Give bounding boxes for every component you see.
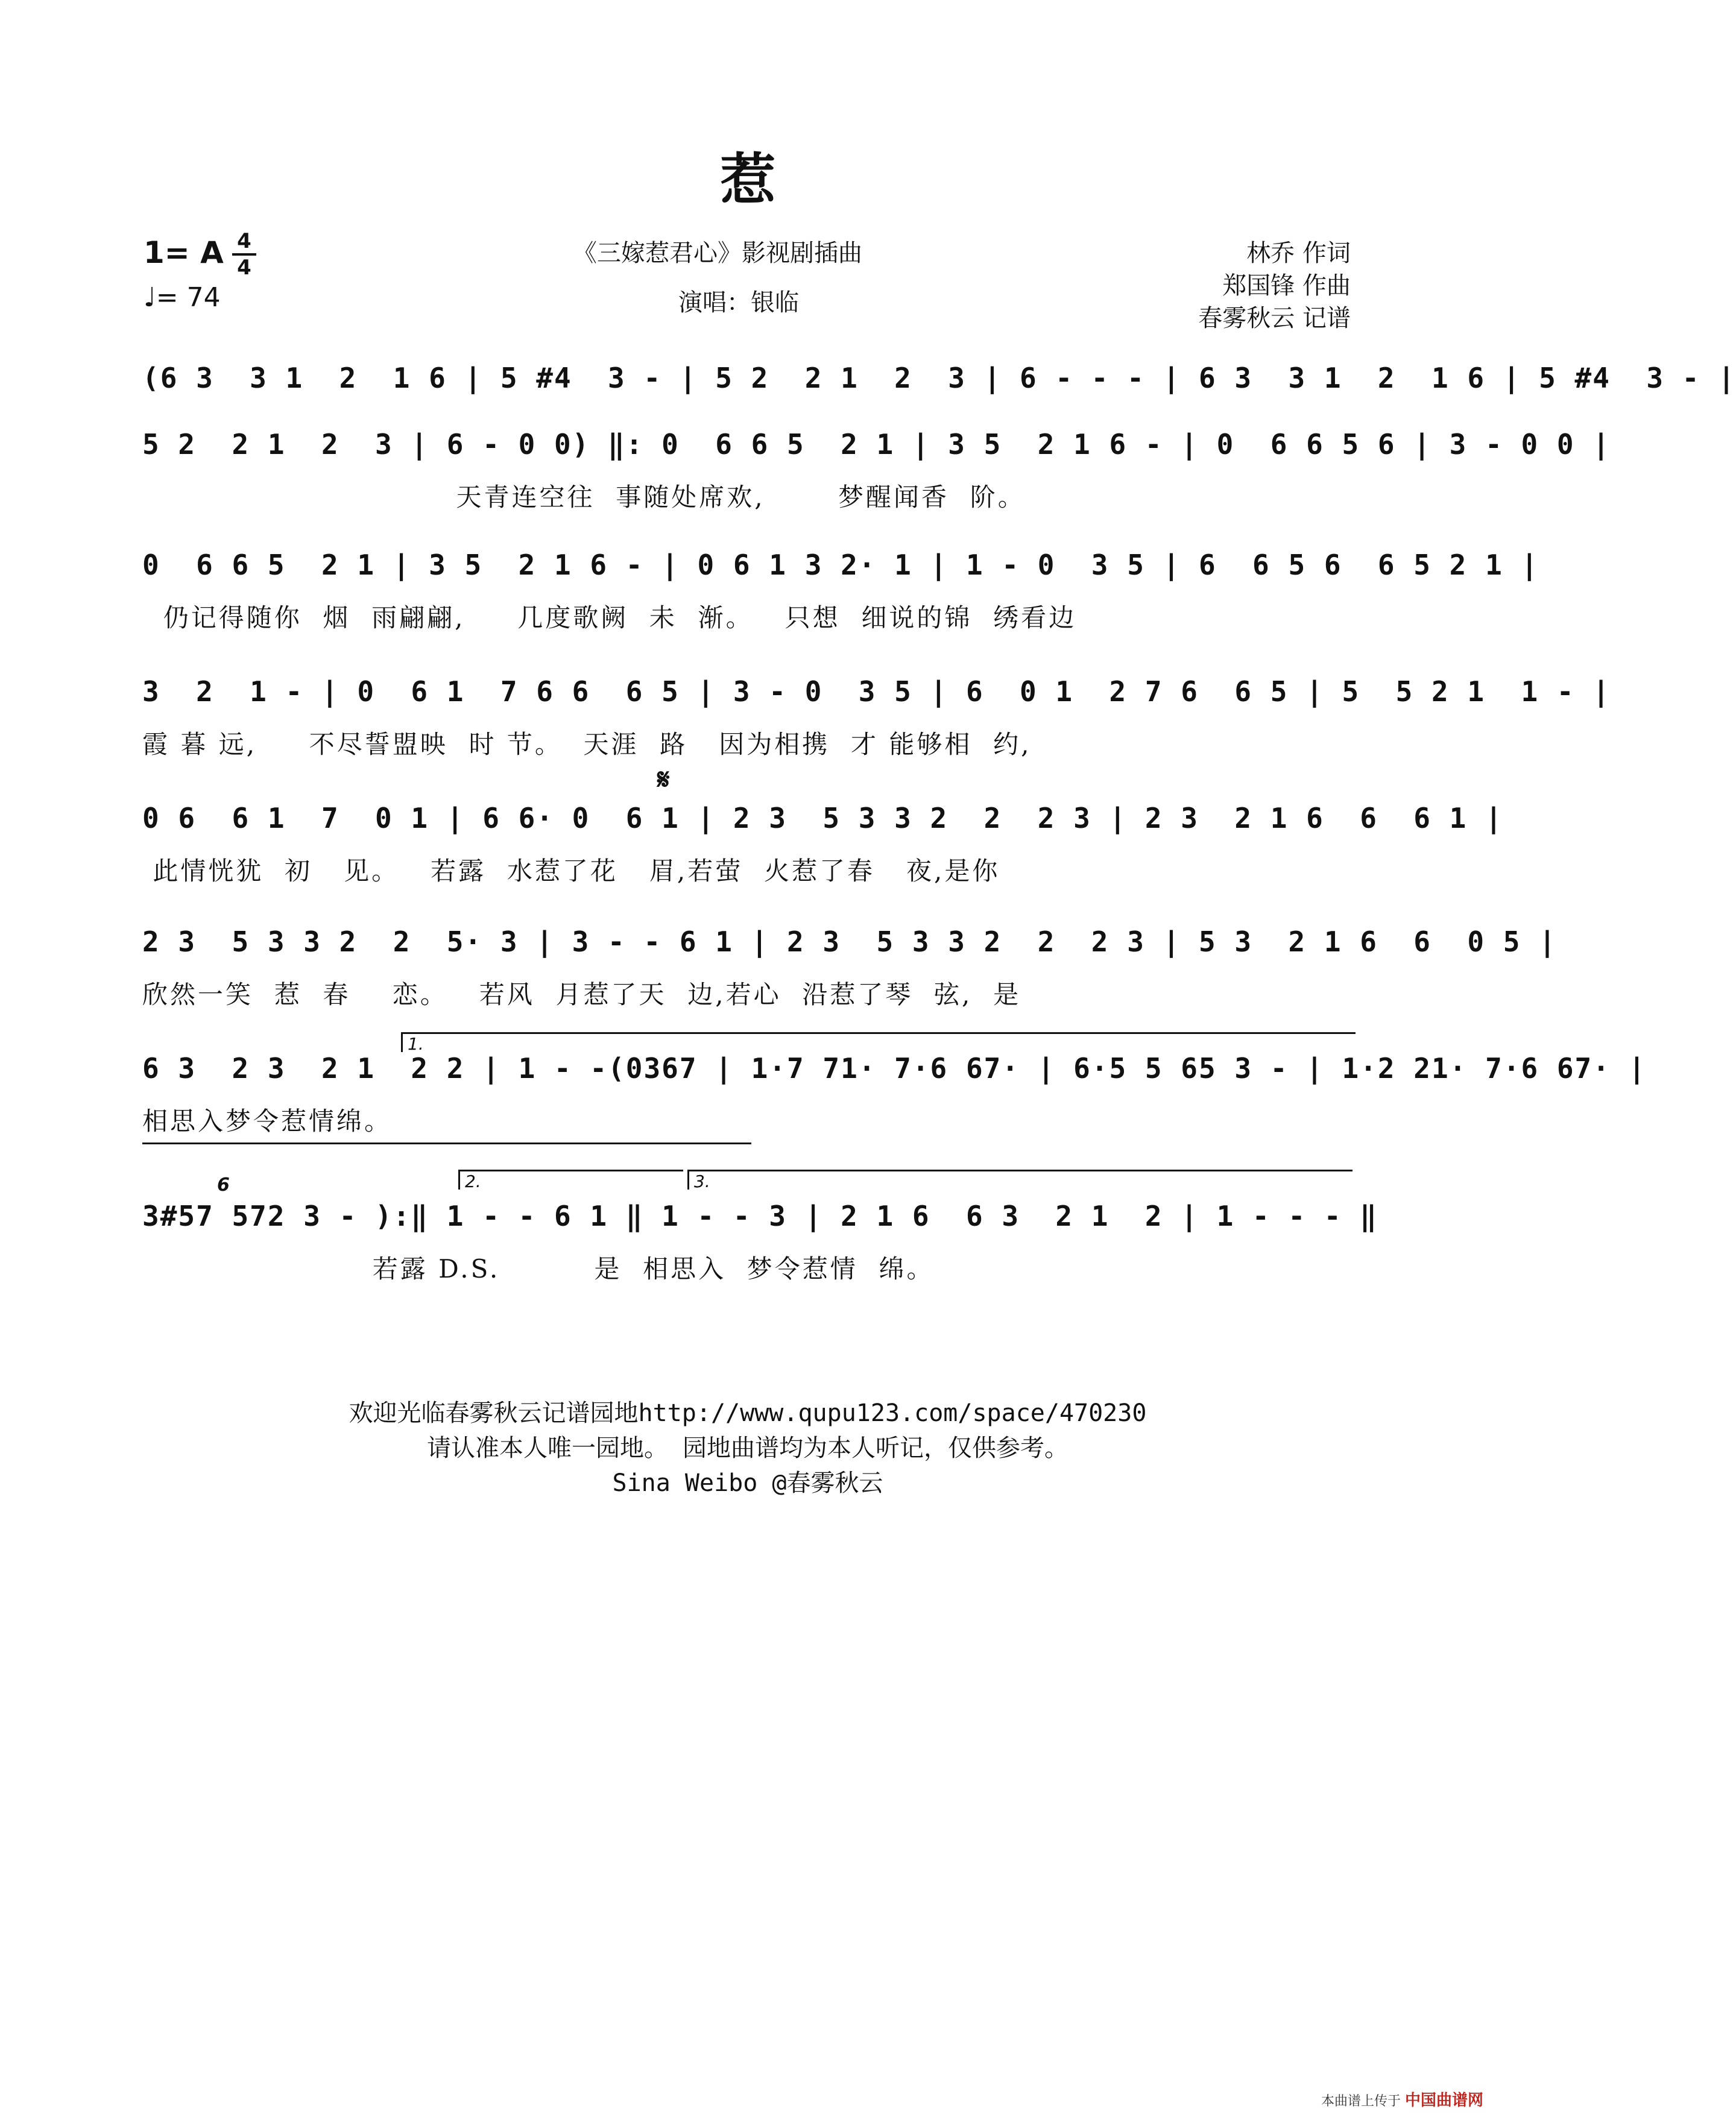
notation-line: 3#57 572 3 - ):‖ 1 - - 6 1 ‖ 1 - - 3 | 2 1 6 6 3 2 1 2 | 1 - - - ‖ [142, 1200, 1378, 1232]
footer-line-1: 欢迎光临春雾秋云记谱园地http://www.qupu123.com/space/470230 [349, 1399, 1147, 1427]
volta-2-label: 2. [465, 1171, 481, 1191]
lyrics-line: 天青连空往 事随处席欢, 梦醒闻香 阶。 [142, 482, 1026, 512]
lyrics-line: 霞 暮 远, 不尽誓盟映 时 节。 天涯 路 因为相携 才 能够相 约, [142, 730, 1032, 759]
time-signature [232, 230, 256, 279]
lyrics-line: 相思入梦令惹情绵。 [142, 1106, 393, 1136]
notation-line: (6 3 3 1 2 1 6 | 5 #4 3 - | 5 2 2 1 2 3 | 6 - - - | 6 3 3 1 2 1 6 | 5 #4 3 - | [142, 362, 1736, 394]
song-title: 惹 [719, 147, 775, 212]
volta-1-bracket [401, 1032, 1356, 1052]
time-signature-bottom: 4 [237, 256, 251, 280]
footer-notes [0, 1396, 1495, 1501]
footer-line-2: 请认准本人唯一园地。 园地曲谱均为本人听记，仅供参考。 [426, 1434, 1069, 1462]
volta-3-bracket [687, 1170, 1353, 1190]
volta-2-bracket [458, 1170, 683, 1190]
singer-credit: 演唱：银临 [678, 289, 799, 317]
tuplet-label: 6 [217, 1174, 230, 1196]
notation-line: 0 6 6 5 2 1 | 3 5 2 1 6 - | 0 6 1 3 2· 1 | 1 - 0 3 5 | 6 6 5 6 6 5 2 1 | [142, 549, 1539, 581]
footer-line-3: Sina Weibo @春雾秋云 [612, 1469, 883, 1497]
composer-credit: 郑国锋 作曲 [1222, 272, 1351, 300]
notation-line: 5 2 2 1 2 3 | 6 - 0 0) ‖: 0 6 6 5 2 1 | 3 5 2 1 6 - | 0 6 6 5 6 | 3 - 0 0 | [142, 428, 1611, 461]
subtitle: 《三嫁惹君心》影视剧插曲 [573, 239, 862, 267]
lyrics-line: 若露 D.S. 是 相思入 梦令惹情 绵。 [142, 1254, 935, 1284]
notation-line: 2 3 5 3 3 2 2 5· 3 | 3 - - 6 1 | 2 3 5 3 3 2 2 2 3 | 5 3 2 1 6 6 0 5 | [142, 925, 1557, 958]
volta-3-label: 3. [694, 1171, 710, 1191]
lyricist-credit: 林乔 作词 [1246, 239, 1351, 267]
volta-1-continuation [142, 1143, 751, 1144]
stamp-text: 本曲谱上传于 [1321, 2094, 1401, 2109]
lyrics-line: 欣然一笑 惹 春 恋。 若风 月惹了天 边,若心 沿惹了琴 弦, 是 [142, 980, 1021, 1009]
stamp-site-logo: 中国曲谱网 [1404, 2091, 1483, 2110]
time-signature-top: 4 [237, 229, 251, 253]
notation-line: 0 6 6 1 7 0 1 | 6 6· 0 6 1 | 2 3 5 3 3 2 2 2 3 | 2 3 2 1 6 6 6 1 | [142, 802, 1503, 834]
key-signature: 1= A [144, 235, 224, 270]
upload-stamp [1321, 2088, 1483, 2110]
tempo-marking: ♩= 74 [144, 282, 221, 313]
notation-line: 6 3 2 3 2 1 2 2 | 1 - -(0367 | 1·7 71· 7·6 67· | 6·5 5 65 3 - | 1·2 21· 7·6 67· | [142, 1052, 1647, 1085]
lyrics-line: 此情恍犹 初 见。 若露 水惹了花 眉,若萤 火惹了春 夜,是你 [142, 856, 1000, 886]
transcriber-credit: 春雾秋云 记谱 [1198, 304, 1351, 332]
segno-sign: 𝄋 [657, 763, 670, 796]
lyrics-line: 仍记得随你 烟 雨翩翩, 几度歌阙 未 渐。 只想 细说的锦 绣看边 [142, 603, 1077, 632]
notation-line: 3 2 1 - | 0 6 1 7 6 6 6 5 | 3 - 0 3 5 | 6 0 1 2 7 6 6 5 | 5 5 2 1 1 - | [142, 675, 1611, 708]
volta-1-label: 1. [408, 1034, 424, 1054]
